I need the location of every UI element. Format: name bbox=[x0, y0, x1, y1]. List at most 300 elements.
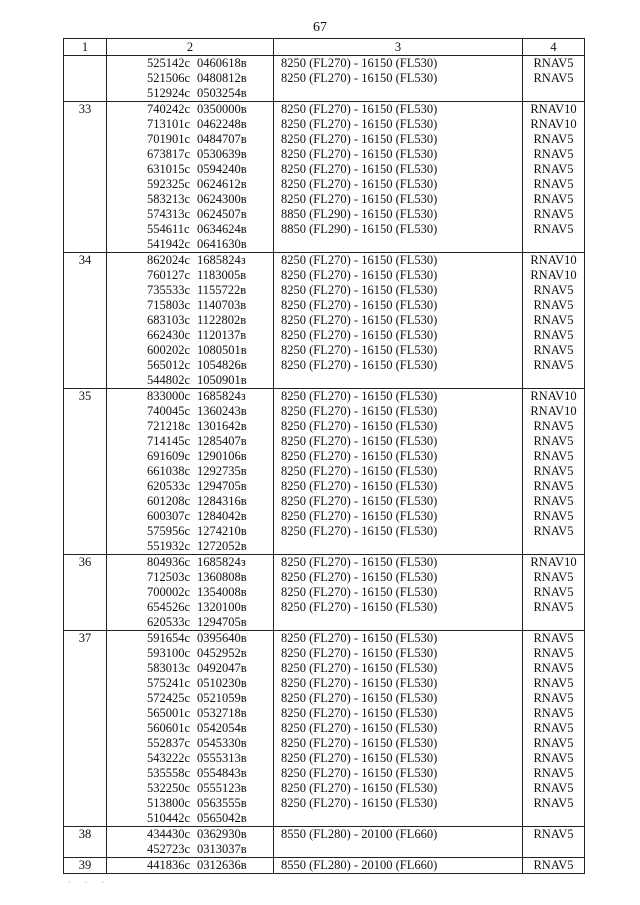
altitude-range: 8250 (FL270) - 16150 (FL530) bbox=[274, 162, 523, 177]
longitude: 1360808в bbox=[197, 570, 247, 584]
altitude-range: 8250 (FL270) - 16150 (FL530) bbox=[274, 147, 523, 162]
table-row bbox=[64, 721, 585, 736]
coordinates-cell bbox=[107, 827, 274, 843]
coordinates-cell bbox=[107, 86, 274, 102]
longitude: 0460618в bbox=[197, 56, 247, 70]
latitude: 735533с bbox=[147, 283, 191, 297]
navigation-spec: RNAV5 bbox=[523, 313, 585, 328]
latitude: 583013с bbox=[147, 661, 191, 675]
table-row bbox=[64, 811, 585, 827]
navigation-spec bbox=[523, 86, 585, 102]
latitude: 572425с bbox=[147, 691, 191, 705]
table-row bbox=[64, 373, 585, 389]
table-row bbox=[64, 389, 585, 405]
coordinates-cell bbox=[107, 192, 274, 207]
altitude-range: 8250 (FL270) - 16150 (FL530) bbox=[274, 494, 523, 509]
table-row bbox=[64, 86, 585, 102]
table-row bbox=[64, 509, 585, 524]
latitude: 532250с bbox=[147, 781, 191, 795]
latitude: 512924с bbox=[147, 86, 191, 100]
latitude: 804936с bbox=[147, 555, 191, 569]
latitude: 620533с bbox=[147, 479, 191, 493]
table-row bbox=[64, 600, 585, 615]
altitude-range: 8250 (FL270) - 16150 (FL530) bbox=[274, 631, 523, 647]
table-row bbox=[64, 736, 585, 751]
altitude-range: 8250 (FL270) - 16150 (FL530) bbox=[274, 404, 523, 419]
table-row bbox=[64, 177, 585, 192]
altitude-range: 8250 (FL270) - 16150 (FL530) bbox=[274, 796, 523, 811]
navigation-spec: RNAV5 bbox=[523, 676, 585, 691]
latitude: 544802с bbox=[147, 373, 191, 387]
coordinates-cell bbox=[107, 449, 274, 464]
navigation-spec: RNAV5 bbox=[523, 646, 585, 661]
altitude-range: 8250 (FL270) - 16150 (FL530) bbox=[274, 721, 523, 736]
latitude: 510442с bbox=[147, 811, 191, 825]
navigation-spec: RNAV5 bbox=[523, 661, 585, 676]
table-row bbox=[64, 661, 585, 676]
altitude-range: 8250 (FL270) - 16150 (FL530) bbox=[274, 464, 523, 479]
navigation-spec: RNAV5 bbox=[523, 177, 585, 192]
altitude-range: 8250 (FL270) - 16150 (FL530) bbox=[274, 434, 523, 449]
longitude: 0452952в bbox=[197, 646, 247, 660]
navigation-spec: RNAV5 bbox=[523, 283, 585, 298]
navigation-spec: RNAV5 bbox=[523, 298, 585, 313]
navigation-spec: RNAV5 bbox=[523, 132, 585, 147]
longitude: 1301642в bbox=[197, 419, 247, 433]
coordinates-cell bbox=[107, 796, 274, 811]
table-row bbox=[64, 479, 585, 494]
coordinates-cell bbox=[107, 464, 274, 479]
coordinates-cell bbox=[107, 706, 274, 721]
altitude-range: 8250 (FL270) - 16150 (FL530) bbox=[274, 555, 523, 571]
latitude: 701901с bbox=[147, 132, 191, 146]
longitude: 1354008в bbox=[197, 585, 247, 599]
longitude: 0641630в bbox=[197, 237, 247, 251]
longitude: 0565042в bbox=[197, 811, 247, 825]
longitude: 0484707в bbox=[197, 132, 247, 146]
longitude: 0624300в bbox=[197, 192, 247, 206]
navigation-spec: RNAV5 bbox=[523, 192, 585, 207]
altitude-range: 8250 (FL270) - 16150 (FL530) bbox=[274, 253, 523, 269]
latitude: 740242с bbox=[147, 102, 191, 116]
altitude-range bbox=[274, 615, 523, 631]
latitude: 441836с bbox=[147, 858, 191, 872]
latitude: 535558с bbox=[147, 766, 191, 780]
longitude: 1294705в bbox=[197, 479, 247, 493]
longitude: 1050901в bbox=[197, 373, 247, 387]
coordinates-cell bbox=[107, 268, 274, 283]
table-row bbox=[64, 539, 585, 555]
navigation-spec bbox=[523, 842, 585, 858]
table-row bbox=[64, 555, 585, 571]
table-row bbox=[64, 343, 585, 358]
altitude-range: 8250 (FL270) - 16150 (FL530) bbox=[274, 766, 523, 781]
table-row bbox=[64, 147, 585, 162]
coordinates-cell bbox=[107, 842, 274, 858]
table-row bbox=[64, 646, 585, 661]
latitude: 691609с bbox=[147, 449, 191, 463]
navigation-spec: RNAV5 bbox=[523, 796, 585, 811]
latitude: 583213с bbox=[147, 192, 191, 206]
coordinates-cell bbox=[107, 373, 274, 389]
table-row bbox=[64, 253, 585, 269]
longitude: 0532718в bbox=[197, 706, 247, 720]
table-row bbox=[64, 570, 585, 585]
altitude-range: 8250 (FL270) - 16150 (FL530) bbox=[274, 524, 523, 539]
altitude-range: 8250 (FL270) - 16150 (FL530) bbox=[274, 102, 523, 118]
coordinates-cell bbox=[107, 509, 274, 524]
table-row bbox=[64, 464, 585, 479]
coordinates-cell bbox=[107, 434, 274, 449]
latitude: 513800с bbox=[147, 796, 191, 810]
table-row bbox=[64, 222, 585, 237]
longitude: 1272052в bbox=[197, 539, 247, 553]
table-row bbox=[64, 494, 585, 509]
coordinates-cell bbox=[107, 600, 274, 615]
navigation-spec: RNAV10 bbox=[523, 117, 585, 132]
longitude: 0542054в bbox=[197, 721, 247, 735]
latitude: 521506с bbox=[147, 71, 191, 85]
coordinates-cell bbox=[107, 222, 274, 237]
altitude-range: 8250 (FL270) - 16150 (FL530) bbox=[274, 298, 523, 313]
longitude: 1284042в bbox=[197, 509, 247, 523]
navigation-spec bbox=[523, 539, 585, 555]
longitude: 0462248в bbox=[197, 117, 247, 131]
coordinates-cell bbox=[107, 177, 274, 192]
table-row bbox=[64, 691, 585, 706]
longitude: 1140703в bbox=[197, 298, 247, 312]
coordinates-cell bbox=[107, 479, 274, 494]
navigation-spec bbox=[523, 373, 585, 389]
longitude: 0350000в bbox=[197, 102, 247, 116]
navigation-spec: RNAV10 bbox=[523, 404, 585, 419]
altitude-range: 8550 (FL280) - 20100 (FL660) bbox=[274, 827, 523, 843]
altitude-range: 8250 (FL270) - 16150 (FL530) bbox=[274, 570, 523, 585]
coordinates-cell bbox=[107, 631, 274, 647]
coordinates-cell bbox=[107, 661, 274, 676]
longitude: 1122802в bbox=[197, 313, 247, 327]
coordinates-cell bbox=[107, 237, 274, 253]
table-row bbox=[64, 404, 585, 419]
altitude-range: 8250 (FL270) - 16150 (FL530) bbox=[274, 313, 523, 328]
navigation-spec: RNAV10 bbox=[523, 102, 585, 118]
latitude: 565001с bbox=[147, 706, 191, 720]
latitude: 713101с bbox=[147, 117, 191, 131]
navigation-spec: RNAV5 bbox=[523, 147, 585, 162]
altitude-range bbox=[274, 842, 523, 858]
latitude: 600202с bbox=[147, 343, 191, 357]
navigation-spec: RNAV10 bbox=[523, 268, 585, 283]
latitude: 662430с bbox=[147, 328, 191, 342]
navigation-spec: RNAV5 bbox=[523, 343, 585, 358]
longitude: 1320100в bbox=[197, 600, 247, 614]
coordinates-cell bbox=[107, 71, 274, 86]
navigation-spec: RNAV5 bbox=[523, 600, 585, 615]
coordinates-cell bbox=[107, 343, 274, 358]
latitude: 661038с bbox=[147, 464, 191, 478]
altitude-range: 8250 (FL270) - 16150 (FL530) bbox=[274, 676, 523, 691]
table-row bbox=[64, 268, 585, 283]
coordinates-cell bbox=[107, 56, 274, 72]
latitude: 554611с bbox=[147, 222, 190, 236]
latitude: 525142с bbox=[147, 56, 191, 70]
table-row bbox=[64, 449, 585, 464]
longitude: 0555123в bbox=[197, 781, 247, 795]
table-row bbox=[64, 676, 585, 691]
table-row bbox=[64, 298, 585, 313]
longitude: 1290106в bbox=[197, 449, 247, 463]
coordinates-cell bbox=[107, 555, 274, 571]
table-row bbox=[64, 781, 585, 796]
altitude-range: 8250 (FL270) - 16150 (FL530) bbox=[274, 71, 523, 86]
longitude: 1360243в bbox=[197, 404, 247, 418]
coordinates-cell bbox=[107, 646, 274, 661]
latitude: 592325с bbox=[147, 177, 191, 191]
table-row bbox=[64, 207, 585, 222]
navigation-spec: RNAV5 bbox=[523, 434, 585, 449]
table-row bbox=[64, 796, 585, 811]
latitude: 862024с bbox=[147, 253, 191, 267]
altitude-range: 8250 (FL270) - 16150 (FL530) bbox=[274, 117, 523, 132]
latitude: 631015с bbox=[147, 162, 191, 176]
latitude: 715803с bbox=[147, 298, 191, 312]
longitude: 0503254в bbox=[197, 86, 247, 100]
navigation-spec: RNAV5 bbox=[523, 706, 585, 721]
coordinates-cell bbox=[107, 298, 274, 313]
coordinates-cell bbox=[107, 494, 274, 509]
latitude: 683103с bbox=[147, 313, 191, 327]
coordinates-cell bbox=[107, 721, 274, 736]
longitude: 1284316в bbox=[197, 494, 247, 508]
table-row bbox=[64, 117, 585, 132]
latitude: 714145с bbox=[147, 434, 191, 448]
altitude-range: 8250 (FL270) - 16150 (FL530) bbox=[274, 781, 523, 796]
coordinates-cell bbox=[107, 132, 274, 147]
group-number bbox=[64, 56, 107, 102]
altitude-range: 8850 (FL290) - 16150 (FL530) bbox=[274, 222, 523, 237]
coordinates-cell bbox=[107, 766, 274, 781]
table-row bbox=[64, 585, 585, 600]
table-row bbox=[64, 313, 585, 328]
coordinates-cell bbox=[107, 404, 274, 419]
altitude-range: 8250 (FL270) - 16150 (FL530) bbox=[274, 751, 523, 766]
navigation-spec: RNAV5 bbox=[523, 691, 585, 706]
longitude: 1054826в bbox=[197, 358, 247, 372]
coordinates-cell bbox=[107, 102, 274, 118]
latitude: 593100с bbox=[147, 646, 191, 660]
altitude-range: 8250 (FL270) - 16150 (FL530) bbox=[274, 449, 523, 464]
navigation-spec: RNAV5 bbox=[523, 570, 585, 585]
longitude: 0521059в bbox=[197, 691, 247, 705]
table-row bbox=[64, 71, 585, 86]
coordinates-cell bbox=[107, 751, 274, 766]
coordinates-cell bbox=[107, 253, 274, 269]
altitude-range: 8250 (FL270) - 16150 (FL530) bbox=[274, 736, 523, 751]
longitude: 1685824з bbox=[197, 555, 246, 569]
latitude: 673817с bbox=[147, 147, 191, 161]
latitude: 541942с bbox=[147, 237, 191, 251]
longitude: 1685824з bbox=[197, 253, 246, 267]
altitude-range: 8250 (FL270) - 16150 (FL530) bbox=[274, 706, 523, 721]
altitude-range bbox=[274, 811, 523, 827]
altitude-range: 8850 (FL290) - 16150 (FL530) bbox=[274, 207, 523, 222]
altitude-range: 8250 (FL270) - 16150 (FL530) bbox=[274, 132, 523, 147]
longitude: 0480812в bbox=[197, 71, 247, 85]
altitude-range: 8250 (FL270) - 16150 (FL530) bbox=[274, 509, 523, 524]
group-number: 34 bbox=[64, 253, 107, 389]
navigation-spec: RNAV10 bbox=[523, 253, 585, 269]
coordinates-cell bbox=[107, 283, 274, 298]
navigation-spec: RNAV10 bbox=[523, 389, 585, 405]
column-header-1: 1 bbox=[64, 39, 107, 56]
longitude: 0312636в bbox=[197, 858, 247, 872]
navigation-spec: RNAV5 bbox=[523, 162, 585, 177]
latitude: 551932с bbox=[147, 539, 191, 553]
navigation-spec: RNAV5 bbox=[523, 509, 585, 524]
table-row bbox=[64, 419, 585, 434]
altitude-range: 8250 (FL270) - 16150 (FL530) bbox=[274, 661, 523, 676]
table-row bbox=[64, 842, 585, 858]
table-row bbox=[64, 328, 585, 343]
navigation-spec bbox=[523, 615, 585, 631]
table-row bbox=[64, 615, 585, 631]
column-header-3: 3 bbox=[274, 39, 523, 56]
table-row bbox=[64, 631, 585, 647]
longitude: 0395640в bbox=[197, 631, 247, 645]
longitude: 1080501в bbox=[197, 343, 247, 357]
altitude-range bbox=[274, 86, 523, 102]
scan-marks: · · · bbox=[68, 878, 110, 887]
altitude-range: 8250 (FL270) - 16150 (FL530) bbox=[274, 177, 523, 192]
latitude: 601208с bbox=[147, 494, 191, 508]
altitude-range: 8250 (FL270) - 16150 (FL530) bbox=[274, 600, 523, 615]
navigation-spec: RNAV5 bbox=[523, 449, 585, 464]
navigation-spec: RNAV5 bbox=[523, 494, 585, 509]
longitude: 1685824з bbox=[197, 389, 246, 403]
altitude-range: 8250 (FL270) - 16150 (FL530) bbox=[274, 358, 523, 373]
navigation-spec: RNAV5 bbox=[523, 419, 585, 434]
page-number: 67 bbox=[313, 20, 327, 35]
longitude: 1155722в bbox=[197, 283, 247, 297]
longitude: 1183005в bbox=[197, 268, 247, 282]
table-row bbox=[64, 827, 585, 843]
latitude: 452723с bbox=[147, 842, 191, 856]
latitude: 574313с bbox=[147, 207, 191, 221]
navigation-spec: RNAV5 bbox=[523, 464, 585, 479]
coordinates-cell bbox=[107, 162, 274, 177]
navigation-spec: RNAV5 bbox=[523, 858, 585, 874]
latitude: 833000с bbox=[147, 389, 191, 403]
group-number: 39 bbox=[64, 858, 107, 874]
altitude-range: 8250 (FL270) - 16150 (FL530) bbox=[274, 585, 523, 600]
longitude: 0624612в bbox=[197, 177, 247, 191]
coordinates-cell bbox=[107, 570, 274, 585]
group-number: 33 bbox=[64, 102, 107, 253]
table-row bbox=[64, 358, 585, 373]
coordinates-cell bbox=[107, 585, 274, 600]
coordinates-cell bbox=[107, 539, 274, 555]
table-row bbox=[64, 132, 585, 147]
table-row bbox=[64, 751, 585, 766]
latitude: 543222с bbox=[147, 751, 191, 765]
navigation-spec: RNAV5 bbox=[523, 479, 585, 494]
altitude-range bbox=[274, 373, 523, 389]
latitude: 654526с bbox=[147, 600, 191, 614]
latitude: 591654с bbox=[147, 631, 191, 645]
altitude-range: 8250 (FL270) - 16150 (FL530) bbox=[274, 328, 523, 343]
latitude: 560601с bbox=[147, 721, 191, 735]
latitude: 565012с bbox=[147, 358, 191, 372]
latitude: 700002с bbox=[147, 585, 191, 599]
altitude-range: 8250 (FL270) - 16150 (FL530) bbox=[274, 389, 523, 405]
latitude: 721218с bbox=[147, 419, 191, 433]
navigation-spec: RNAV5 bbox=[523, 56, 585, 72]
table-body bbox=[64, 56, 585, 874]
navigation-spec: RNAV5 bbox=[523, 358, 585, 373]
navigation-spec: RNAV5 bbox=[523, 524, 585, 539]
altitude-range: 8250 (FL270) - 16150 (FL530) bbox=[274, 419, 523, 434]
altitude-range: 8250 (FL270) - 16150 (FL530) bbox=[274, 479, 523, 494]
header-row bbox=[64, 39, 585, 56]
table-row bbox=[64, 283, 585, 298]
table-row bbox=[64, 706, 585, 721]
group-number: 37 bbox=[64, 631, 107, 827]
table-row bbox=[64, 524, 585, 539]
latitude: 575241с bbox=[147, 676, 191, 690]
coordinates-cell bbox=[107, 781, 274, 796]
table-row bbox=[64, 434, 585, 449]
longitude: 0563555в bbox=[197, 796, 247, 810]
table-row bbox=[64, 766, 585, 781]
altitude-range: 8250 (FL270) - 16150 (FL530) bbox=[274, 192, 523, 207]
longitude: 1120137в bbox=[197, 328, 247, 342]
coordinates-cell bbox=[107, 207, 274, 222]
altitude-range: 8250 (FL270) - 16150 (FL530) bbox=[274, 268, 523, 283]
column-header-2: 2 bbox=[107, 39, 274, 56]
coordinates-cell bbox=[107, 524, 274, 539]
longitude: 1285407в bbox=[197, 434, 247, 448]
altitude-range: 8250 (FL270) - 16150 (FL530) bbox=[274, 56, 523, 72]
table-row bbox=[64, 192, 585, 207]
coordinates-cell bbox=[107, 147, 274, 162]
coordinates-cell bbox=[107, 117, 274, 132]
longitude: 0554843в bbox=[197, 766, 247, 780]
navigation-spec: RNAV5 bbox=[523, 721, 585, 736]
altitude-range: 8250 (FL270) - 16150 (FL530) bbox=[274, 343, 523, 358]
coordinates-cell bbox=[107, 358, 274, 373]
table-row bbox=[64, 162, 585, 177]
latitude: 552837с bbox=[147, 736, 191, 750]
column-header-4: 4 bbox=[523, 39, 585, 56]
latitude: 740045с bbox=[147, 404, 191, 418]
longitude: 0624507в bbox=[197, 207, 247, 221]
longitude: 1274210в bbox=[197, 524, 247, 538]
coordinates-cell bbox=[107, 615, 274, 631]
coordinates-cell bbox=[107, 313, 274, 328]
coordinates-cell bbox=[107, 811, 274, 827]
navigation-spec: RNAV5 bbox=[523, 827, 585, 843]
group-number: 36 bbox=[64, 555, 107, 631]
coordinates-cell bbox=[107, 676, 274, 691]
longitude: 0530639в bbox=[197, 147, 247, 161]
latitude: 620533с bbox=[147, 615, 191, 629]
navigation-spec: RNAV5 bbox=[523, 71, 585, 86]
navigation-spec: RNAV5 bbox=[523, 207, 585, 222]
coordinates-cell bbox=[107, 419, 274, 434]
longitude: 0492047в bbox=[197, 661, 247, 675]
coordinates-cell bbox=[107, 389, 274, 405]
table-row bbox=[64, 858, 585, 874]
